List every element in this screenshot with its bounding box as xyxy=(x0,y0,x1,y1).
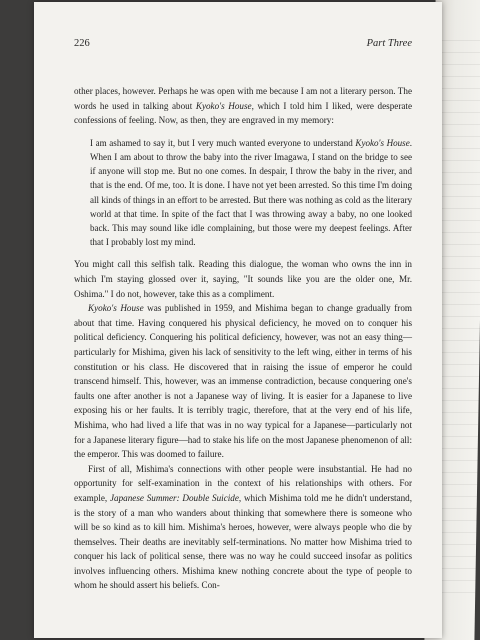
italic-title: Kyoko's House xyxy=(355,137,410,148)
text-run: , which I told him I liked, were desperate confessions of feeling. Now, as then, they are engraved in my memory: xyxy=(74,100,412,126)
running-header xyxy=(74,38,412,49)
text-run: . When I am about to throw the baby into the river Imagawa, I stand on the bridge to see if anyone will stop me. But no one comes. In despair, I throw the baby in the river, and that is the end. Of me, too. It is done. I have not yet been arrested. So this time I'm doing all kinds of things in an effort to be arrested. But there was nothing as cold as the literary world at that time. In spite of the fact that I was throwing away a baby, no one looked back. This may sound like idle complaining, but those were my deepest feelings. After that I probably lost my mind. xyxy=(90,137,412,248)
page-body xyxy=(74,84,412,593)
text-run: I am ashamed to say it, but I very much wanted everyone to understand xyxy=(90,137,356,148)
block-quote xyxy=(90,136,412,250)
italic-title: Kyoko's House xyxy=(88,303,144,314)
text-run: First of all, Mishima's connections with other people were insubstantial. He had no opportunity for self-examination in the context of his relationships with others. For example, xyxy=(74,463,412,503)
text-run: other places, however. Perhaps he was open with me because I am not a literary person. The words he used in talking about xyxy=(74,86,412,111)
paragraph-3 xyxy=(74,301,412,462)
paragraph-1 xyxy=(74,84,412,128)
italic-title: Japanese Summer: Double Suicide xyxy=(109,492,239,503)
italic-title: Kyoko's House xyxy=(195,100,252,111)
text-run: was published in 1959, and Mishima began to change gradually from about that time. Having conquered his physical deficiency, he moved on to conquer his political deficiency. Conquering his political deficiency, however, was not an easy thing—particularly for Mishima, given his lack of sensitivity to the left wing, either in terms of his constitution or his class. He discovered that in raising the issue of emperor he could transcend himself. This, however, was an immense contradiction, because conquering one's faults one after another is not a Japanese way of living. It is easier for a Japanese to live exposing his or her faults. It is terribly tragic, therefore, that at the very end of his life, Mishima, who had lived a life that was in no way typical for a Japanese—particularly not for a Japanese literary figure—had to stake his life on the most Japanese phenomenon of all: the emperor. This was doomed to failure. xyxy=(74,303,412,460)
paragraph-4 xyxy=(74,462,412,593)
book-page xyxy=(34,2,442,638)
text-run: , which Mishima told me he didn't understand, is the story of a man who wanders about thinking that somewhere there is someone who will be so kind as to kill him. Mishima's heroes, however, were always people who die by themselves. Their deaths are inevitably self-terminations. No matter how Mishima tried to conquer his lack of political sense, there was no way he could succeed insofar as politics involves influencing others. Mishima knew nothing concrete about the type of people to whom he should assert his beliefs. Con- xyxy=(74,492,412,591)
part-title: Part Three xyxy=(366,38,412,49)
paragraph-2 xyxy=(74,257,412,301)
text-run: You might call this selfish talk. Reading this dialogue, the woman who owns the inn in which I'm staying glossed over it, saying, "It sounds like you are the older one, Mr. Oshima." I do not, however, take this as a compliment. xyxy=(74,259,412,299)
page-number: 226 xyxy=(74,38,90,49)
